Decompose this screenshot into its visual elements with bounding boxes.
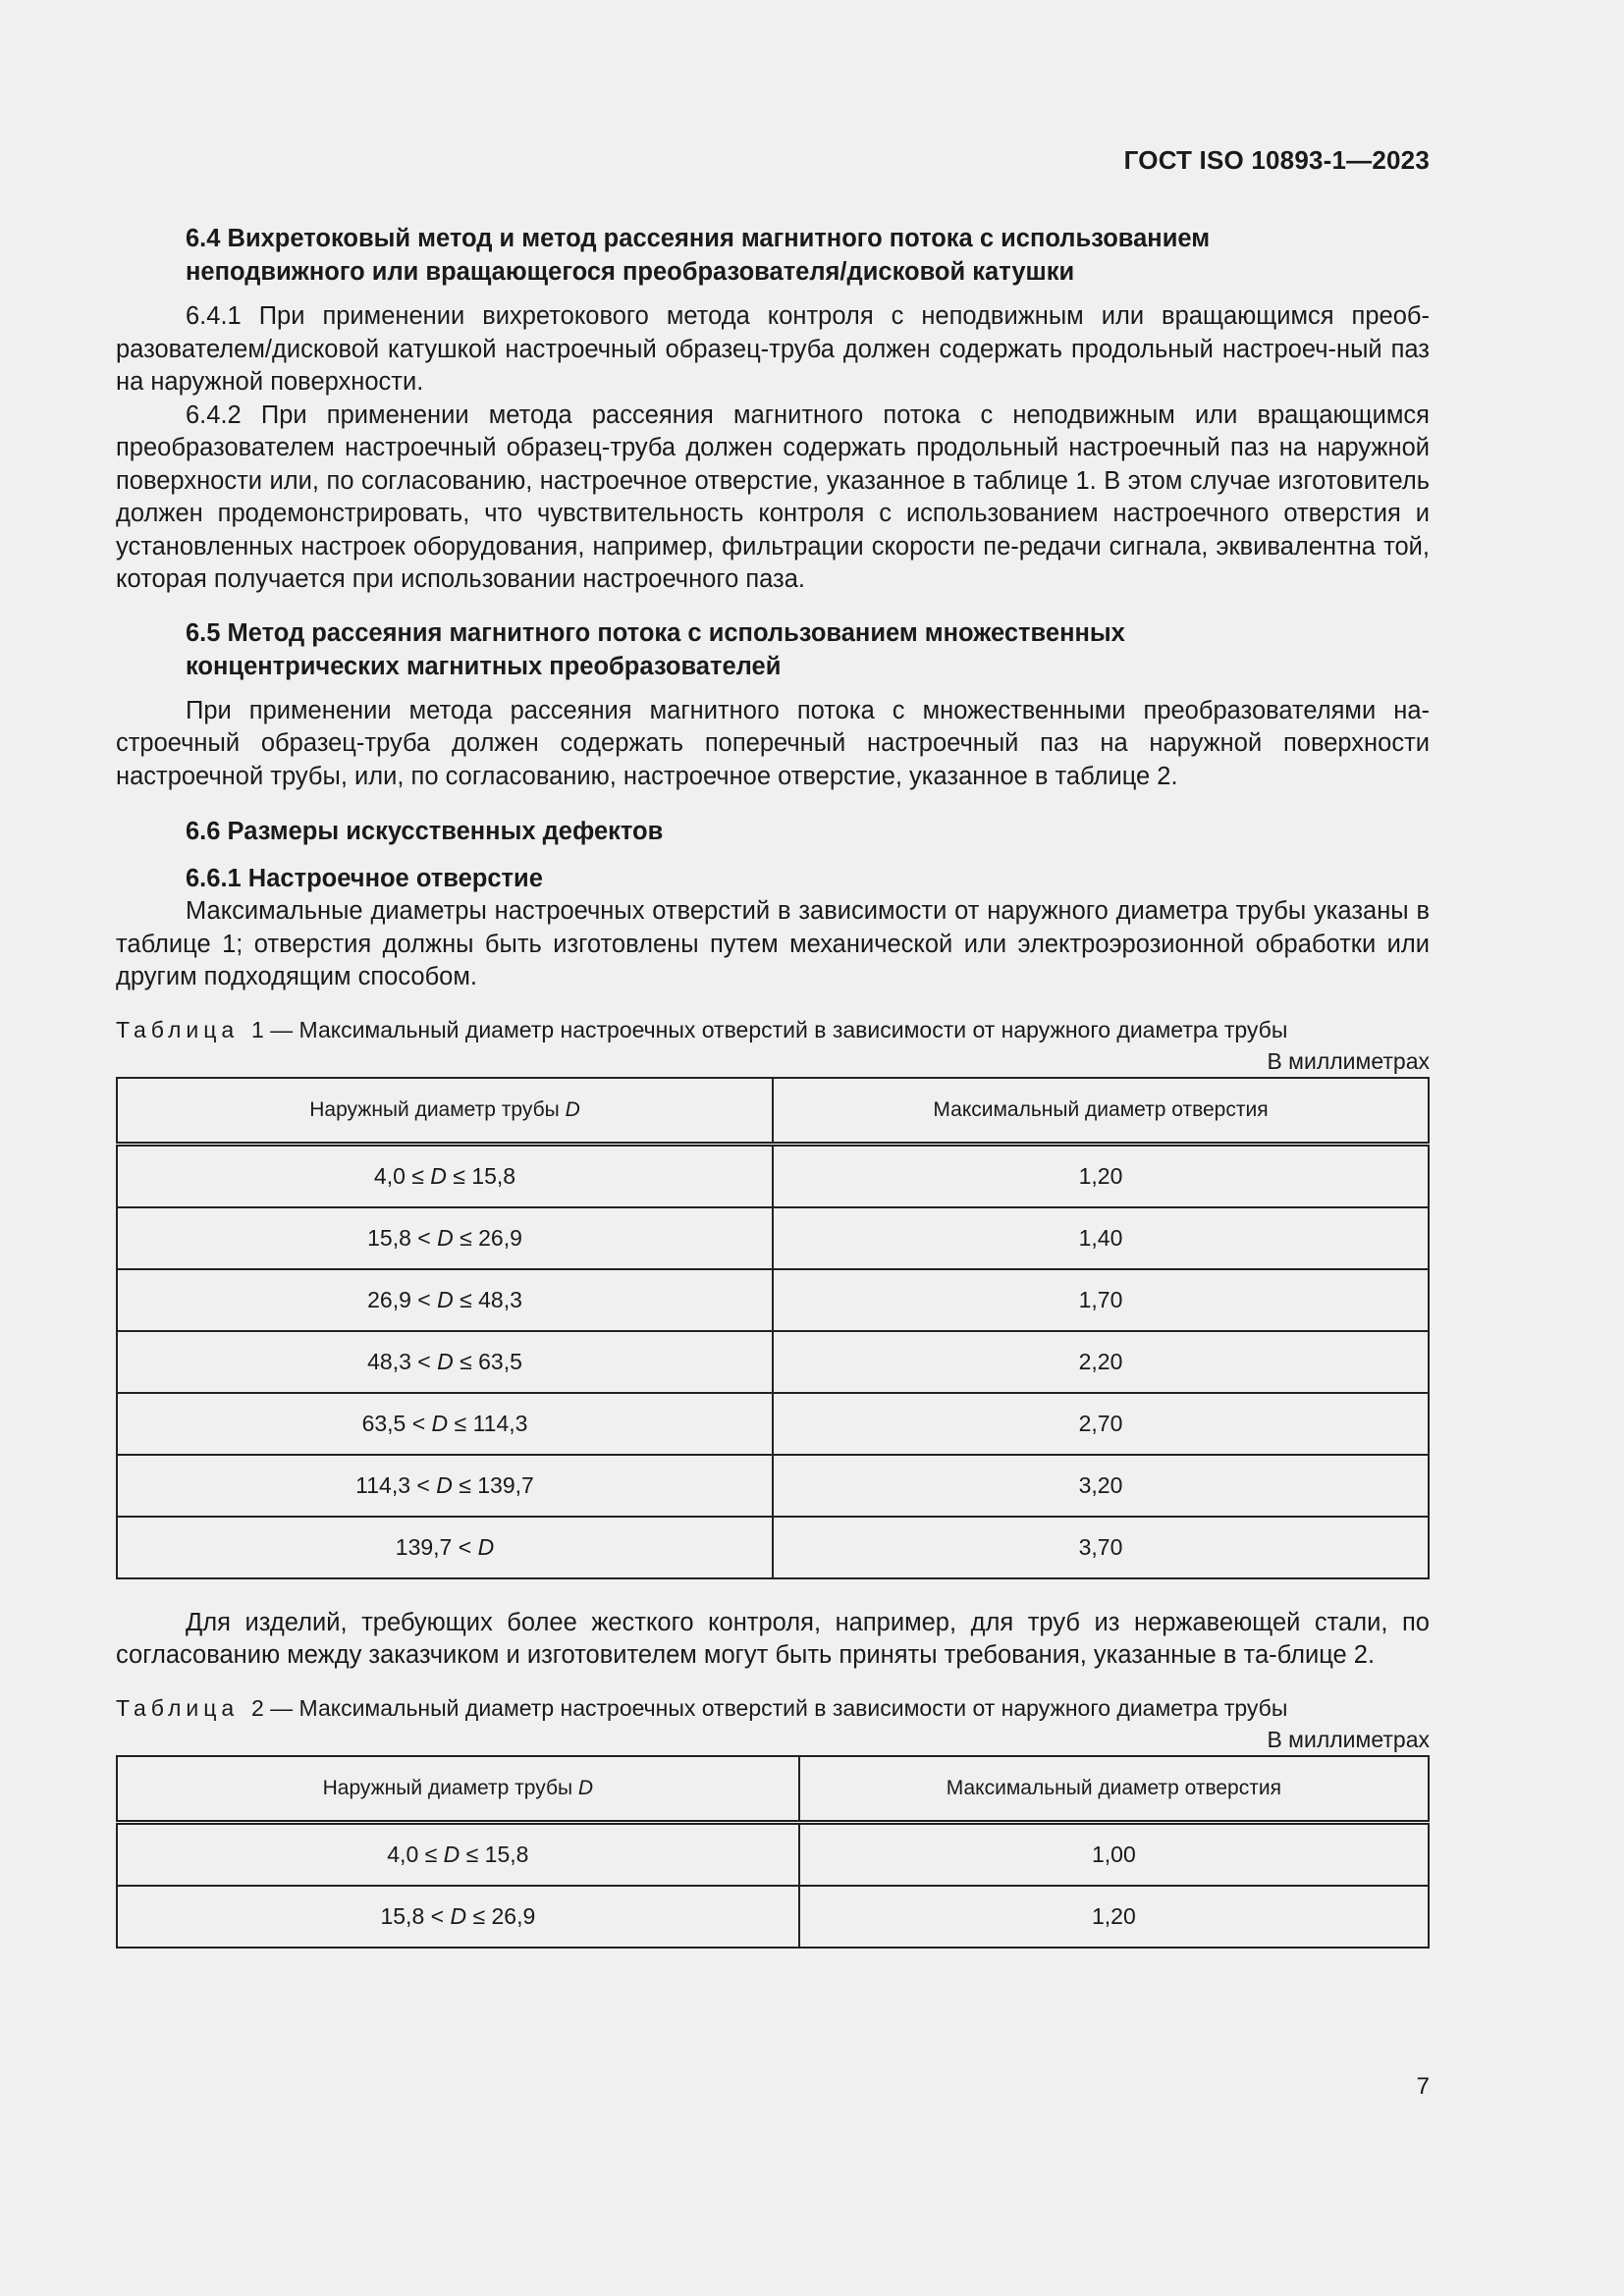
table1-caption bbox=[116, 1014, 1430, 1045]
range-cell: 15,8 < D ≤ 26,9 bbox=[117, 1886, 799, 1948]
table2-label: Таблица bbox=[116, 1694, 240, 1721]
value-cell: 3,70 bbox=[773, 1517, 1429, 1578]
table2-header-row bbox=[117, 1756, 1429, 1823]
table2-col-outer-diameter: Наружный диаметр трубы D bbox=[117, 1756, 799, 1823]
table-row bbox=[117, 1822, 1429, 1886]
table1-col-max-hole-diameter: Максимальный диаметр отверстия bbox=[773, 1078, 1429, 1145]
value-cell: 1,40 bbox=[773, 1207, 1429, 1269]
range-cell: 4,0 ≤ D ≤ 15,8 bbox=[117, 1822, 799, 1886]
table1-label: Таблица bbox=[116, 1016, 240, 1042]
table2-caption-text: 2 — Максимальный диаметр настроечных отверстий в зависимости от наружного диаметра трубы bbox=[250, 1694, 1288, 1721]
value-cell: 3,20 bbox=[773, 1455, 1429, 1517]
section-6-5-title-line2: концентрических магнитных преобразователей bbox=[186, 652, 782, 680]
range-cell: 48,3 < D ≤ 63,5 bbox=[117, 1331, 773, 1393]
table-row bbox=[117, 1517, 1429, 1578]
table1-header-row bbox=[117, 1078, 1429, 1145]
table1-col-outer-diameter: Наружный диаметр трубы D bbox=[117, 1078, 773, 1145]
para-6-5: При применении метода рассеяния магнитного потока с множественными преобразователями на-строечный образец-труба должен содержать поперечный настроечный паз на наружной поверхности настроечной трубы, или, по согласованию, настроечное отверстие, указанное в таблице 2. bbox=[116, 696, 1430, 790]
range-cell: 114,3 < D ≤ 139,7 bbox=[117, 1455, 773, 1517]
table-row bbox=[117, 1207, 1429, 1269]
page-number: 7 bbox=[1416, 2073, 1430, 2100]
table-row bbox=[117, 1393, 1429, 1455]
para-6-4-2: 6.4.2 При применении метода рассеяния магнитного потока с неподвижным или вращающимся преобразователем настроечный образец-труба должен содержать продольный настроечный паз на наружной поверхности или, по согласованию, настроечное отверстие, указанное в таблице 1. В этом случае изготовитель должен продемонстрировать, что чувствительность контроля с использованием настроечного отверстия и установленных настроек оборудования, например, фильтрации скорости пе-редачи сигнала, эквивалентна той, которая получается при использовании настроечного паза. bbox=[116, 400, 1430, 593]
section-6-5-title-line1: 6.5 Метод рассеяния магнитного потока с использованием множественных bbox=[186, 618, 1125, 647]
range-cell: 26,9 < D ≤ 48,3 bbox=[117, 1269, 773, 1331]
section-6-6-1-title: 6.6.1 Настроечное отверстие bbox=[186, 865, 543, 892]
table-row bbox=[117, 1331, 1429, 1393]
page-content bbox=[116, 222, 1430, 1949]
value-cell: 1,20 bbox=[799, 1886, 1429, 1948]
section-6-5-title bbox=[116, 616, 1430, 683]
range-cell: 15,8 < D ≤ 26,9 bbox=[117, 1207, 773, 1269]
table2 bbox=[116, 1755, 1430, 1949]
table1 bbox=[116, 1077, 1430, 1579]
value-cell: 1,00 bbox=[799, 1822, 1429, 1886]
section-6-4-title bbox=[116, 222, 1430, 289]
table-row bbox=[117, 1886, 1429, 1948]
section-6-6-title: 6.6 Размеры искусственных дефектов bbox=[186, 818, 664, 845]
doc-header: ГОСТ ISO 10893-1—2023 bbox=[1123, 145, 1430, 175]
table-row bbox=[117, 1269, 1429, 1331]
table2-units: В миллиметрах bbox=[1267, 1726, 1430, 1752]
range-cell: 63,5 < D ≤ 114,3 bbox=[117, 1393, 773, 1455]
table2-col-max-hole-diameter: Максимальный диаметр отверстия bbox=[799, 1756, 1429, 1823]
table2-caption bbox=[116, 1692, 1430, 1724]
table-row bbox=[117, 1144, 1429, 1207]
table1-units: В миллиметрах bbox=[1267, 1047, 1430, 1074]
table-row bbox=[117, 1455, 1429, 1517]
para-table2-intro: Для изделий, требующих более жесткого контроля, например, для труб из нержавеющей стали, по согласованию между заказчиком и изготовителем могут быть приняты требования, указанные в та-блице 2. bbox=[116, 1608, 1430, 1669]
section-6-4-title-line1: 6.4 Вихретоковый метод и метод рассеяния магнитного потока с использованием bbox=[186, 225, 1211, 252]
section-6-4-title-line2: неподвижного или вращающегося преобразователя/дисковой катушки bbox=[186, 258, 1075, 286]
para-6-4-1: 6.4.1 При применении вихретокового метода контроля с неподвижным или вращающимся преоб-разователем/дисковой катушкой настроечный образец-труба должен содержать продольный настроеч-ный паз на наружной поверхности. bbox=[116, 302, 1430, 396]
value-cell: 1,70 bbox=[773, 1269, 1429, 1331]
range-cell: 4,0 ≤ D ≤ 15,8 bbox=[117, 1144, 773, 1207]
range-cell: 139,7 < D bbox=[117, 1517, 773, 1578]
value-cell: 1,20 bbox=[773, 1144, 1429, 1207]
para-6-6-1: Максимальные диаметры настроечных отверстий в зависимости от наружного диаметра трубы указаны в таблице 1; отверстия должны быть изготовлены путем механической или электроэрозионной обработки или другим подходящим способом. bbox=[116, 897, 1430, 990]
value-cell: 2,70 bbox=[773, 1393, 1429, 1455]
value-cell: 2,20 bbox=[773, 1331, 1429, 1393]
table1-caption-text: 1 — Максимальный диаметр настроечных отверстий в зависимости от наружного диаметра трубы bbox=[250, 1016, 1288, 1042]
